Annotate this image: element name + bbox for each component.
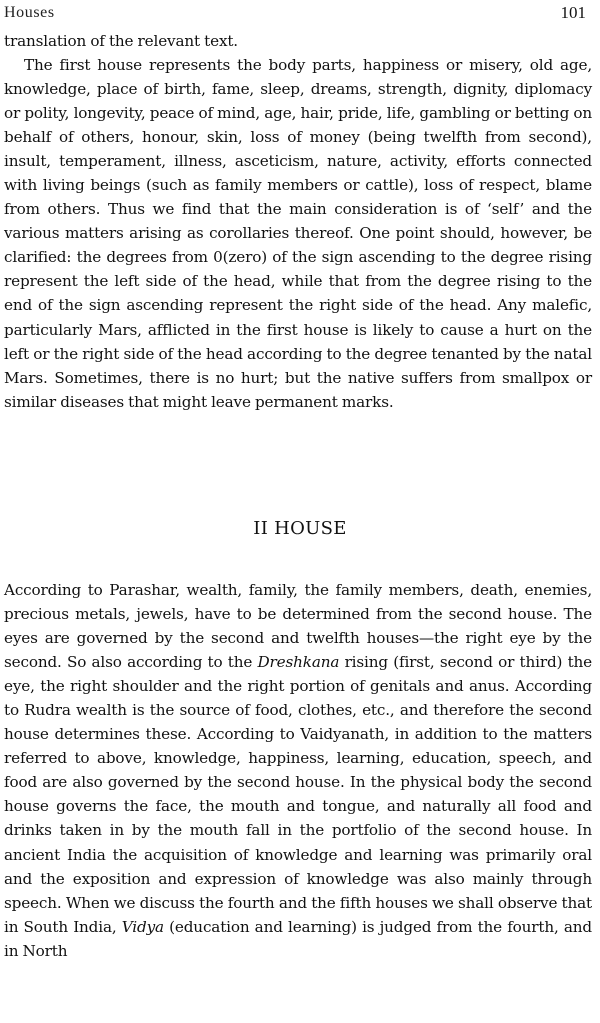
vidya-term: Vidya <box>121 917 164 936</box>
second-house-text-1: According to Parashar, wealth, family, the family members, death, enemies, precious metals, jewels, have to be determined from the second house. The eyes are governed by the second and twelfth houses—the right eye by the second. So also according to the <box>4 581 592 672</box>
first-house-paragraph: The first house represents the body parts, happiness or misery, old age, knowledge, place of birth, fame, sleep, dreams, strength, dignity, diplomacy or polity, longevity, peace of mind, age, hair, pride, life, gambling or betting on behalf of others, honour, skin, loss of money (being twelfth from second), insult, temperament, illness, asceticism, nature, activity, efforts connected with living beings (such as family members or cattle), loss of respect, blame from others. Thus we find that the main consideration is of ‘self’ and the various matters arising as corollaries thereof. One point should, however, be clarified: the degrees from 0(zero) of the sign ascending to the degree rising represent the left side of the head, while that from the degree rising to the end of the sign ascending represent the right side of the head. Any malefic, particularly Mars, afflicted in the first house is likely to cause a hurt on the left or the right side of the head according to the degree tenanted by the natal Mars. Sometimes, there is no hurt; but the native suffers from smallpox or similar diseases that might leave permanent marks. <box>4 56 592 411</box>
second-house-paragraph <box>4 578 592 963</box>
page-number: 101 <box>560 3 586 22</box>
second-house-text-2: rising (first, second or third) the eye, the right shoulder and the right portion of genitals and anus. According to Rudra wealth is the source of food, clothes, etc., and therefore the second house determines these. According to Vaidyanath, in addition to the matters referred to above, knowledge, happiness, learning, education, speech, and food are also governed by the second house. In the physical body the second house governs the face, the mouth and tongue, and naturally all food and drinks taken in by the mouth fall in the portfolio of the second house. In ancient India the acquisition of knowledge and learning was primarily oral and the exposition and expression of knowledge was also mainly through speech. When we discuss the fourth and the fifth houses we shall observe that in South India, <box>4 653 593 936</box>
continuation-paragraph: translation of the relevant text. <box>4 32 238 50</box>
dreshkana-term: Dreshkana <box>257 653 340 672</box>
running-head: Houses <box>4 4 55 21</box>
second-house-text-3: (education and learning) is judged from the fourth, and in North <box>4 917 592 960</box>
section-heading: II HOUSE <box>253 518 347 539</box>
